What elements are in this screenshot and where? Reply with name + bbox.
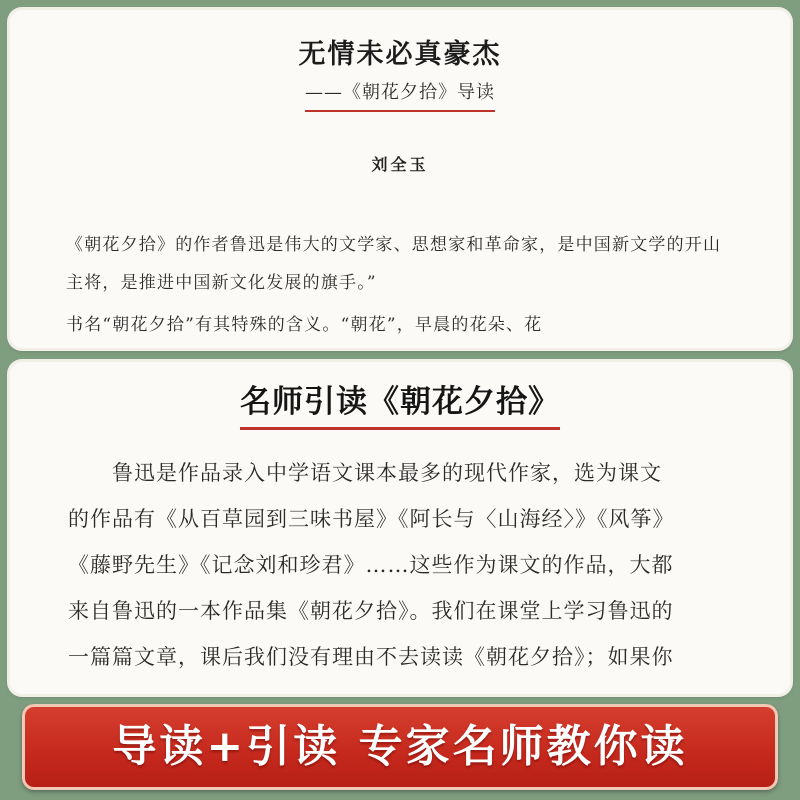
guide-line: 《藤野先生》《记念刘和珍君》……这些作为课文的作品，大都: [68, 553, 674, 577]
guide-body: [68, 450, 758, 680]
teacher-guide-card: [10, 362, 790, 694]
introduction-card: [10, 10, 790, 348]
guide-title: [10, 376, 790, 430]
promo-banner: [22, 704, 778, 790]
subtitle-text: ——《朝花夕拾》导读: [305, 78, 495, 112]
guide-line: 来自鲁迅的一本作品集《朝花夕拾》。我们在课堂上学习鲁迅的: [68, 599, 674, 623]
article-title: 无情未必真豪杰: [298, 39, 502, 70]
article-subtitle: [10, 78, 790, 112]
guide-title-text: 名师引读《朝花夕拾》: [240, 376, 560, 430]
paragraph-2: [66, 306, 736, 344]
paragraph-1: 《朝花夕拾》的作者鲁迅是伟大的文学家、思想家和革命家，是中国新文学的开山主将，是推进中国新文化发展的旗手。”: [66, 235, 722, 293]
banner-text: 导读+引读 专家名师教你读: [112, 721, 688, 772]
paragraph-2-text: 书名“朝花夕拾”有其特殊的含义。“朝花”，早晨的花朵、花: [66, 315, 543, 335]
guide-line: 的作品有《从百草园到三味书屋》《阿长与〈山海经〉》《风筝》: [68, 507, 675, 531]
guide-line: 一篇篇文章，课后我们没有理由不去读读《朝花夕拾》；如果你: [68, 645, 674, 669]
guide-line: 鲁迅是作品录入中学语文课本最多的现代作家，选为课文: [68, 461, 662, 485]
author-name: 刘全玉: [371, 155, 429, 174]
